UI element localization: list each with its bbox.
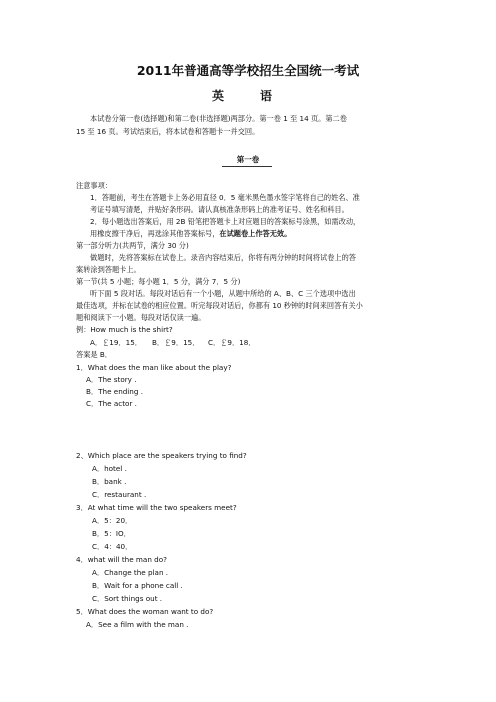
question-5-stem: 5．What does the woman want to do? [76, 607, 214, 616]
example-option-a: A．￡19．15． [90, 338, 142, 347]
notes-heading: 注意事项： [76, 181, 112, 190]
example-question: 例：How much is the shirt? [76, 325, 173, 334]
subject-title: 英 语 [211, 89, 284, 103]
note-line-2: 考证号填写清楚，并贴好条形码。请认真核准条形码上的准考证号、姓名和科目。 [90, 205, 349, 214]
exam-title: 2011年普通高等学校招生全国统一考试 [136, 63, 360, 78]
question-3-option-c: C．4：40． [92, 542, 133, 551]
question-2-option-a: A．hotel . [92, 464, 127, 473]
question-2-stem: 2、Which place are the speakers trying to find? [76, 451, 247, 460]
question-4-option-c: C．Sort things out . [92, 594, 163, 603]
question-2-option-c: C．restaurant . [92, 490, 147, 499]
question-4-option-b: B．Wait for a phone call . [92, 581, 183, 590]
part1-heading: 第一部分听力(共两节，满分 30 分) [76, 241, 189, 250]
section-title: 第一卷 [236, 155, 260, 164]
question-5-option-a: A．See a film with the man . [86, 620, 189, 629]
question-1-option-a: A．The story . [86, 375, 137, 384]
intro-line-2: 15 至 16 页。考试结束后，将本试卷和答题卡一并交回。 [76, 127, 260, 136]
example-option-c: C．￡9．18． [208, 338, 256, 347]
part1-desc-line-2: 案转涂到答题卡上。 [76, 265, 141, 274]
question-3-stem: 3．At what time will the two speakers meet? [76, 503, 237, 512]
note-line-4-plain: 用橡皮擦干净后，再选涂其他答案标号， [90, 229, 220, 238]
sec1-desc-line-3: 题和阅读下一小题。每段对话仅读一遍。 [76, 313, 206, 322]
intro-line-1: 本试卷分第一卷(选择题)和第二卷(非选择题)两部分。第一卷 1 至 14 页。第二卷 [90, 114, 347, 123]
note-line-4 [90, 229, 291, 238]
question-3-option-b: B．5：IO． [92, 529, 131, 538]
question-1-stem: 1．What does the man like about the play? [76, 363, 232, 372]
question-4-stem: 4．what will the man do? [76, 555, 167, 564]
question-1-option-c: C．The actor . [86, 399, 137, 408]
part1-desc-line-1: 做题时，先将答案标在试卷上。录音内容结束后，你将有两分钟的时间将试卷上的答 [90, 253, 356, 262]
question-2-option-b: B．bank . [92, 477, 127, 486]
example-answer: 答案是 B． [76, 350, 112, 359]
section-underline [222, 166, 272, 167]
question-3-option-a: A．5：20． [92, 516, 133, 525]
sec1-desc-line-2: 最佳选项，并标在试卷的相应位置。听完每段对话后，你都有 10 秒钟的时间来回答有关小 [76, 301, 363, 310]
example-option-b: B．￡9．15． [152, 338, 200, 347]
question-4-option-a: A．Change the plan . [92, 568, 169, 577]
sec1-heading: 第一节(共 5 小题；每小题 1．5 分，满分 7．5 分) [76, 277, 241, 286]
note-line-3: 2．每小题选出答案后，用 2B 铅笔把答题卡上对应题目的答案标号涂黑，如需改动， [90, 217, 361, 226]
note-line-1: 1．答题前，考生在答题卡上务必用直径 0．5 毫米黑色墨水签字笔将自己的姓名、准 [90, 193, 360, 202]
question-1-option-b: B．The ending . [86, 387, 143, 396]
note-line-4-bold: 在试题卷上作答无效。 [219, 229, 292, 238]
sec1-desc-line-1: 听下面 5 段对话。每段对话后有一个小题，从题中所给的 A、B、C 三个选项中选出 [90, 289, 356, 298]
